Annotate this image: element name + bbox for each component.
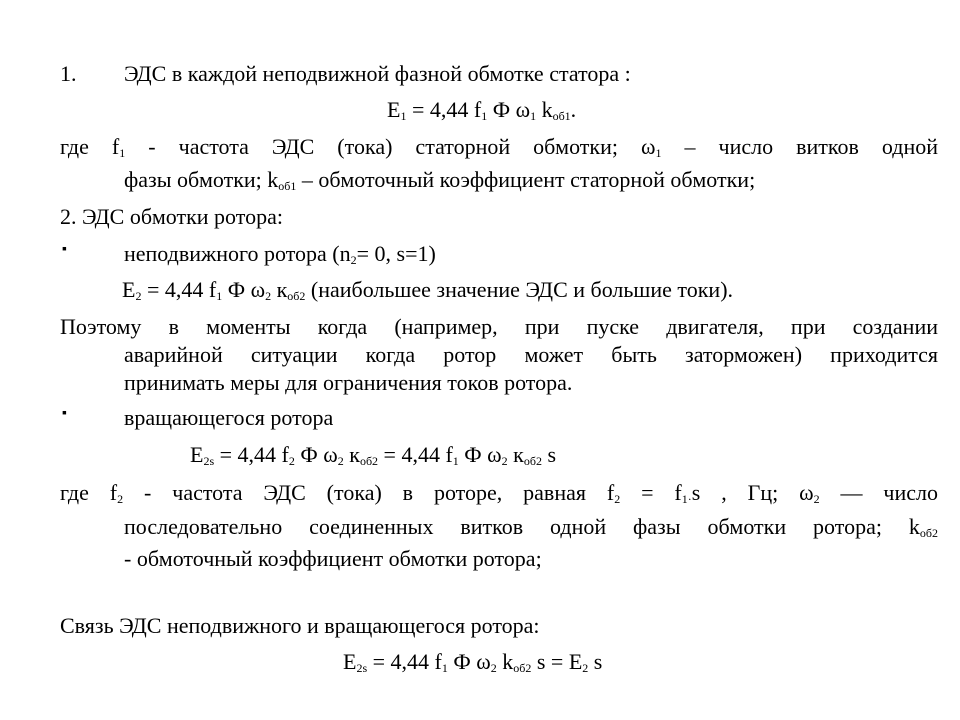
- paragraph-line1: Поэтому в моменты когда (например, при пуске двигателя, при создании: [60, 314, 938, 339]
- link-heading: Связь ЭДС неподвижного и вращающегося ротора:: [60, 613, 540, 638]
- item-2-heading: 2. ЭДС обмотки ротора:: [60, 204, 283, 229]
- formula-e2: $E_2 = 4,44$ $f_1$ Ф $\omega_2$ $к_{об2}$ (наибольшее значение ЭДС и большие токи).: [122, 277, 734, 303]
- where-f2-line2: последовательно соединенных витков одной фазы обмотки ротора; $k_{об2}$: [124, 514, 938, 540]
- bullet-rotating-rotor: вращающегося ротора: [124, 405, 334, 430]
- item-number-1: 1.: [60, 61, 77, 86]
- paragraph-line3: принимать меры для ограничения токов ротора.: [124, 370, 573, 395]
- where-f1-line1: где $f_1$ - частота ЭДС (тока) статорной обмотки; $\omega_1$ – число витков одной: [60, 134, 939, 160]
- paragraph-line2: аварийной ситуации когда ротор может быть заторможен) приходится: [124, 342, 938, 367]
- formula-link: $E_{2s} = 4,44$ $f_1$ Ф $\omega_2$ $k_{об2}$ $s = E_2$ s: [343, 649, 603, 675]
- item-1-text: ЭДС в каждой неподвижной фазной обмотке статора :: [124, 61, 631, 86]
- where-f1-line2: фазы обмотки; $k_{об1}$ – обмоточный коэффициент статорной обмотки;: [124, 167, 756, 193]
- bullet-icon: ▪: [62, 406, 67, 421]
- formula-e1: $E_1 = 4,44$ $f_1$ Ф $\omega_1$ $k_{об1}$.: [387, 97, 577, 123]
- formula-e2s: $E_{2s} = 4,44$ $f_2$ Ф $\omega_2$ $к_{об2} = 4,44$ $f_1$ Ф $\omega_2$ $к_{об2}$ s: [190, 442, 557, 468]
- bullet-stationary-rotor: неподвижного ротора ($n_2= 0$, s=1): [124, 241, 436, 267]
- where-f2-line3: - обмоточный коэффициент обмотки ротора;: [124, 546, 542, 571]
- bullet-icon: ▪: [62, 242, 67, 257]
- where-f2-line1: где $f_2$ - частота ЭДС (тока) в роторе, равная $f_2 = f_{1\cdot}s$ , Гц; $\omega_2$ — число: [60, 480, 939, 506]
